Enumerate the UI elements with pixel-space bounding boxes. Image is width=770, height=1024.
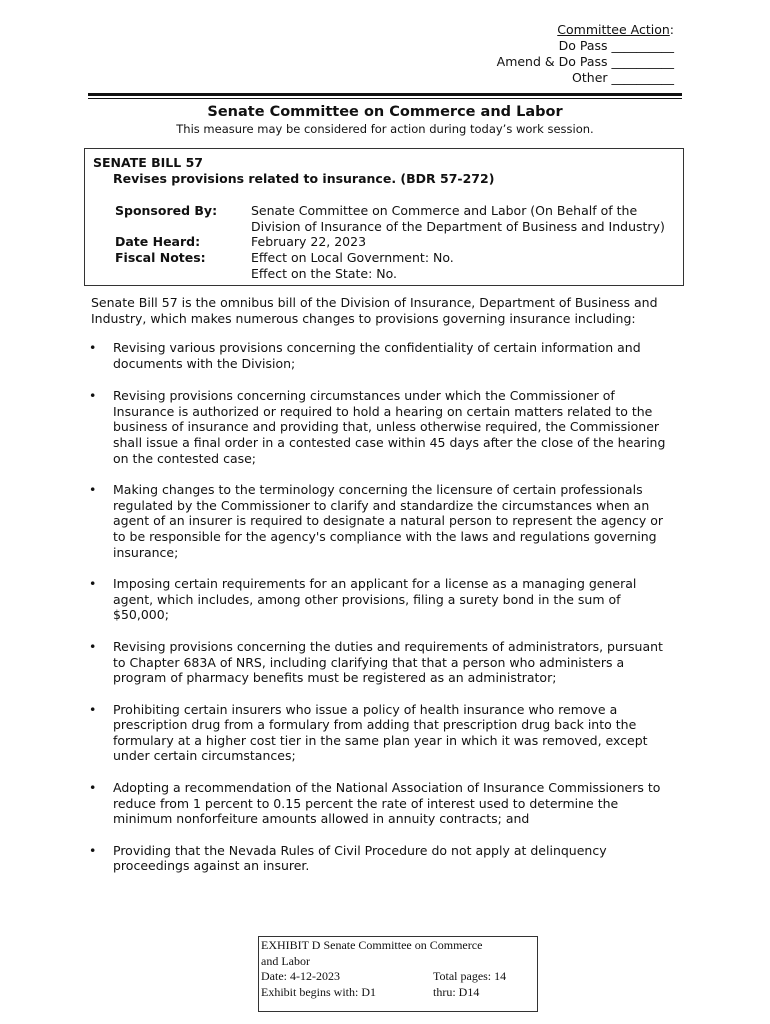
- date-heard-value: February 22, 2023: [251, 234, 367, 249]
- bullet-icon: •: [89, 842, 97, 858]
- list-item: • Prohibiting certain insurers who issue a policy of health insurance who remove a prescription drug from a formulary from adding that prescription drug back into the formulary at a higher cost tier in the same plan year in which it was removed, except under certain circumstances;: [89, 701, 648, 764]
- fiscal-state-value: Effect on the State: No.: [251, 266, 398, 281]
- exhibit-line-2: and Labor: [261, 953, 310, 968]
- page-subtitle: This measure may be considered for action during today’s work session.: [176, 122, 594, 136]
- bullet-icon: •: [89, 638, 97, 654]
- bullet-icon: •: [89, 701, 97, 717]
- list-item: • Revising various provisions concerning the confidentiality of certain information and documents with the Division;: [89, 340, 641, 371]
- fiscal-local-value: Effect on Local Government: No.: [251, 250, 454, 265]
- bullet-icon: •: [89, 482, 97, 498]
- bill-heading: [93, 155, 494, 187]
- sponsored-by-label: Sponsored By:: [115, 203, 218, 218]
- sponsored-by-value-2: Division of Insurance of the Department of Business and Industry): [251, 219, 665, 234]
- bill-number: SENATE BILL 57: [93, 155, 203, 170]
- date-heard-label: Date Heard:: [115, 234, 201, 249]
- intro-paragraph: Senate Bill 57 is the omnibus bill of the Division of Insurance, Department of Business and Industry, which makes numerous changes to provisions governing insurance including:: [91, 295, 658, 326]
- exhibit-begins: Exhibit begins with: D1: [261, 984, 376, 999]
- bill-description: Revises provisions related to insurance. (BDR 57-272): [113, 171, 495, 186]
- sponsored-by-value-1: Senate Committee on Commerce and Labor (On Behalf of the: [251, 203, 638, 218]
- list-item: • Making changes to the terminology concerning the licensure of certain professionals regulated by the Commissioner to clarify and standardize the circumstances when an agent of an insurer is required to designate a natural person to represent the agency or to be responsible for the agency's compliance with the laws and regulations governing insurance;: [89, 482, 664, 560]
- committee-action: [497, 22, 674, 86]
- list-item: • Adopting a recommendation of the National Association of Insurance Commissioners to reduce from 1 percent to 0.15 percent the rate of interest used to determine the minimum nonforfeiture amounts allowed in annuity contracts; and: [89, 780, 661, 827]
- bullet-icon: •: [89, 388, 97, 404]
- exhibit-date-row: [261, 969, 535, 985]
- fiscal-notes-label: Fiscal Notes:: [115, 250, 206, 265]
- header-rule-thick: [88, 93, 682, 96]
- committee-action-heading: Committee Action:: [557, 22, 674, 37]
- amend-do-pass-line: Amend & Do Pass __________: [496, 54, 674, 69]
- exhibit-thru: thru: D14: [433, 984, 480, 999]
- exhibit-range-row: [261, 985, 535, 1001]
- list-item: • Imposing certain requirements for an applicant for a license as a managing general agent, which includes, among other provisions, filing a surety bond in the sum of $50,000;: [89, 576, 637, 623]
- exhibit-total-pages: Total pages: 14: [433, 969, 507, 983]
- exhibit-stamp: [258, 936, 538, 1012]
- exhibit-line-1: EXHIBIT D Senate Committee on Commerce: [261, 938, 483, 952]
- list-item: • Revising provisions concerning the duties and requirements of administrators, pursuant to Chapter 683A of NRS, including clarifying that that a person who administers a program of pharmacy benefits must be registered as an administrator;: [89, 638, 663, 686]
- do-pass-line: Do Pass __________: [558, 38, 674, 53]
- other-line: Other __________: [572, 70, 674, 85]
- bullet-icon: •: [89, 340, 97, 355]
- bullet-icon: •: [89, 780, 97, 796]
- header-rule-thin: [88, 98, 682, 99]
- bullet-icon: •: [89, 576, 97, 592]
- list-item: • Revising provisions concerning circumstances under which the Commissioner of Insurance is authorized or required to hold a hearing on certain matters related to the business of insurance and providing that, unless otherwise required, the Commissioner shall issue a final order in a contested case within 45 days after the close of the hearing on the contested case;: [89, 388, 666, 466]
- page-title: Senate Committee on Commerce and Labor: [207, 104, 563, 120]
- provisions-list: [89, 340, 679, 874]
- list-item: • Providing that the Nevada Rules of Civil Procedure do not apply at delinquency proceedings against an insurer.: [89, 842, 607, 874]
- exhibit-date: Date: 4-12-2023: [261, 969, 340, 983]
